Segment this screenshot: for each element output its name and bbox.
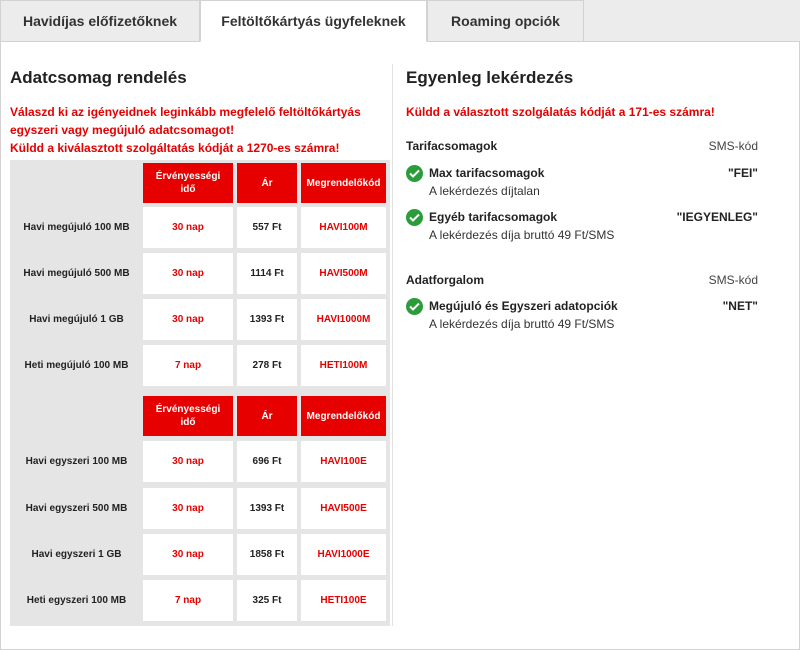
table-row-label: Heti egyszeri 100 MB <box>26 595 127 606</box>
item-title: Max tarifacsomagok <box>429 166 545 180</box>
order-intro-line1: Válaszd ki az igényeidnek leginkább megfelelő feltöltőkártyás <box>10 105 361 119</box>
section-label-data: Adatforgalom <box>406 273 484 287</box>
item-sms-code: "FEI" <box>727 166 758 180</box>
header-validity: Érvényességi idő <box>143 163 233 203</box>
table-row-label: Havi egyszeri 100 MB <box>25 456 128 467</box>
order-intro-line3: Küldd a kiválasztott szolgáltatás kódját a 1270-es számra! <box>10 141 340 155</box>
header-code: Megrendelőkód <box>301 163 386 203</box>
table-cell-price: 1858 Ft <box>237 534 297 575</box>
item-sms-code: "IEGYENLEG" <box>676 210 758 224</box>
table-cell-code: HAVI1000E <box>301 534 386 575</box>
check-icon <box>406 209 423 226</box>
item-title: Megújuló és Egyszeri adatopciók <box>429 299 618 313</box>
table-row-label: Havi egyszeri 1 GB <box>31 549 122 560</box>
table-cell-code: HETI100M <box>301 345 386 386</box>
header-price: Ár <box>237 396 297 436</box>
tab-label: Feltöltőkártyás ügyfeleknek <box>221 13 406 29</box>
table-cell-validity: 7 nap <box>143 345 233 386</box>
table-cell-price: 557 Ft <box>237 207 297 248</box>
table-cell-price: 696 Ft <box>237 441 297 482</box>
item-title: Egyéb tarifacsomagok <box>429 210 558 224</box>
table-cell-code: HAVI1000M <box>301 299 386 340</box>
table-cell-validity: 30 nap <box>143 299 233 340</box>
table-cell-price: 1393 Ft <box>237 488 297 529</box>
item-sms-code: "NET" <box>722 299 758 313</box>
tab-label: Roaming opciók <box>451 13 560 29</box>
item-subtitle: A lekérdezés díjtalan <box>429 184 540 198</box>
table-cell-price: 1393 Ft <box>237 299 297 340</box>
balance-title: Egyenleg lekérdezés <box>406 68 574 87</box>
table-cell-validity: 30 nap <box>143 534 233 575</box>
table-cell-code: HAVI500E <box>301 488 386 529</box>
header-validity: Érvényességi idő <box>143 396 233 436</box>
tab-postpaid[interactable] <box>0 0 200 42</box>
table-cell-price: 278 Ft <box>237 345 297 386</box>
sms-code-label: SMS-kód <box>708 139 758 153</box>
table-cell-code: HETI100E <box>301 580 386 621</box>
balance-intro: Küldd a választott szolgálatás kódját a 171-es számra! <box>406 105 715 119</box>
item-subtitle: A lekérdezés díja bruttó 49 Ft/SMS <box>429 317 615 331</box>
table-cell-validity: 30 nap <box>143 253 233 294</box>
order-intro-line2: egyszeri vagy megújuló adatcsomagot! <box>10 123 235 137</box>
check-icon <box>406 165 423 182</box>
sms-code-label: SMS-kód <box>708 273 758 287</box>
header-code: Megrendelőkód <box>301 396 386 436</box>
table-row-label: Havi egyszeri 500 MB <box>25 503 128 514</box>
column-divider <box>392 64 393 626</box>
order-title: Adatcsomag rendelés <box>10 68 187 87</box>
table-cell-validity: 30 nap <box>143 441 233 482</box>
tab-roaming[interactable] <box>427 0 584 42</box>
header-price: Ár <box>237 163 297 203</box>
table-cell-validity: 30 nap <box>143 488 233 529</box>
table-row-label: Heti megújuló 100 MB <box>24 360 129 371</box>
section-label-tariff: Tarifacsomagok <box>406 139 498 153</box>
table-cell-code: HAVI100E <box>301 441 386 482</box>
tab-label: Havidíjas előfizetőknek <box>22 13 178 29</box>
tab-bar <box>0 0 800 42</box>
table-cell-price: 325 Ft <box>237 580 297 621</box>
table-cell-code: HAVI500M <box>301 253 386 294</box>
tab-bar-fill <box>584 0 800 42</box>
table-cell-code: HAVI100M <box>301 207 386 248</box>
tab-prepaid[interactable] <box>200 0 427 42</box>
table-row-label: Havi megújuló 500 MB <box>23 268 130 279</box>
table-cell-validity: 30 nap <box>143 207 233 248</box>
item-subtitle: A lekérdezés díja bruttó 49 Ft/SMS <box>429 228 615 242</box>
check-icon <box>406 298 423 315</box>
table-row-label: Havi megújuló 1 GB <box>29 314 124 325</box>
table-cell-price: 1114 Ft <box>237 253 297 294</box>
table-cell-validity: 7 nap <box>143 580 233 621</box>
table-row-label: Havi megújuló 100 MB <box>23 222 130 233</box>
